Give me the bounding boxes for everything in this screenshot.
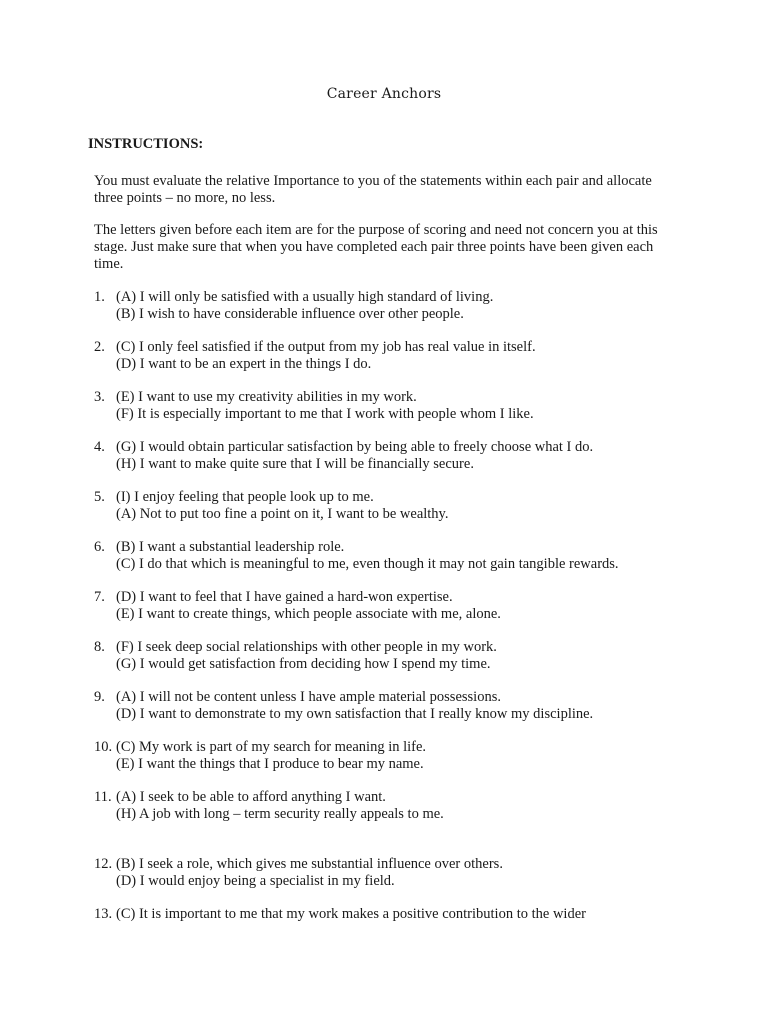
statement-b: (E) I want to create things, which people associate with me, alone.: [116, 606, 501, 622]
statement-b: (D) I would enjoy being a specialist in my field.: [116, 873, 395, 889]
statement-b: (F) It is especially important to me that I work with people whom I like.: [116, 406, 534, 422]
statement-a: (I) I enjoy feeling that people look up to me.: [116, 489, 374, 505]
item-number: 6.: [94, 539, 105, 555]
statement-pair: [94, 339, 694, 373]
statement-a: (D) I want to feel that I have gained a hard-won expertise.: [116, 589, 453, 605]
statement-a: (C) It is important to me that my work makes a positive contribution to the wider: [116, 906, 586, 922]
statement-a: (C) I only feel satisfied if the output from my job has real value in itself.: [116, 339, 536, 355]
statement-pair: [94, 906, 694, 923]
statement-a: (G) I would obtain particular satisfaction by being able to freely choose what I do.: [116, 439, 594, 455]
statement-a: (A) I will not be content unless I have ample material possessions.: [116, 689, 501, 705]
statement-a: (A) I seek to be able to afford anything I want.: [116, 789, 386, 805]
statement-b: (H) A job with long – term security really appeals to me.: [116, 806, 444, 822]
instructions-paragraph-2: The letters given before each item are for the purpose of scoring and need not concern you at this stage. Just make sure that when you have completed each pair three points have been given each time.: [94, 222, 658, 272]
statement-pair: [94, 439, 694, 473]
item-number: 8.: [94, 639, 105, 655]
statement-a: (C) My work is part of my search for meaning in life.: [116, 739, 427, 755]
statement-pair: [94, 739, 694, 773]
statement-pair: [94, 689, 694, 723]
statement-a: (B) I want a substantial leadership role.: [116, 539, 345, 555]
statement-pairs-list: [94, 289, 694, 939]
statement-b: (D) I want to be an expert in the things I do.: [116, 356, 372, 372]
statement-b: (A) Not to put too fine a point on it, I want to be wealthy.: [116, 506, 449, 522]
statement-b: (C) I do that which is meaningful to me, even though it may not gain tangible rewards.: [116, 556, 619, 572]
statement-b: (D) I want to demonstrate to my own satisfaction that I really know my discipline.: [116, 706, 594, 722]
statement-pair: [94, 389, 694, 423]
statement-a: (F) I seek deep social relationships with other people in my work.: [116, 639, 497, 655]
statement-a: (A) I will only be satisfied with a usually high standard of living.: [116, 289, 494, 305]
statement-a: (E) I want to use my creativity abilities in my work.: [116, 389, 417, 405]
statement-a: (B) I seek a role, which gives me substantial influence over others.: [116, 856, 503, 872]
item-number: 10.: [94, 739, 113, 755]
item-number: 12.: [94, 856, 113, 872]
item-number: 11.: [94, 789, 112, 805]
page-title: Career Anchors: [326, 86, 442, 102]
item-number: 2.: [94, 339, 105, 355]
statement-b: (H) I want to make quite sure that I will be financially secure.: [116, 456, 474, 472]
instructions-heading: INSTRUCTIONS:: [88, 136, 204, 152]
item-number: 4.: [94, 439, 105, 455]
item-number: 13.: [94, 906, 113, 922]
statement-pair: [94, 289, 694, 323]
item-number: 5.: [94, 489, 105, 505]
instructions-paragraph-1: You must evaluate the relative Importance to you of the statements within each pair and allocate three points – no more, no less.: [94, 173, 652, 206]
statement-pair: [94, 539, 694, 573]
item-number: 7.: [94, 589, 105, 605]
item-number: 1.: [94, 289, 105, 305]
statement-pair: [94, 789, 694, 823]
statement-b: (B) I wish to have considerable influence over other people.: [116, 306, 464, 322]
statement-pair: [94, 589, 694, 623]
statement-pair: [94, 639, 694, 673]
statement-pair: [94, 856, 694, 890]
item-number: 9.: [94, 689, 105, 705]
item-number: 3.: [94, 389, 105, 405]
statement-b: (G) I would get satisfaction from deciding how I spend my time.: [116, 656, 491, 672]
statement-b: (E) I want the things that I produce to bear my name.: [116, 756, 424, 772]
statement-pair: [94, 489, 694, 523]
